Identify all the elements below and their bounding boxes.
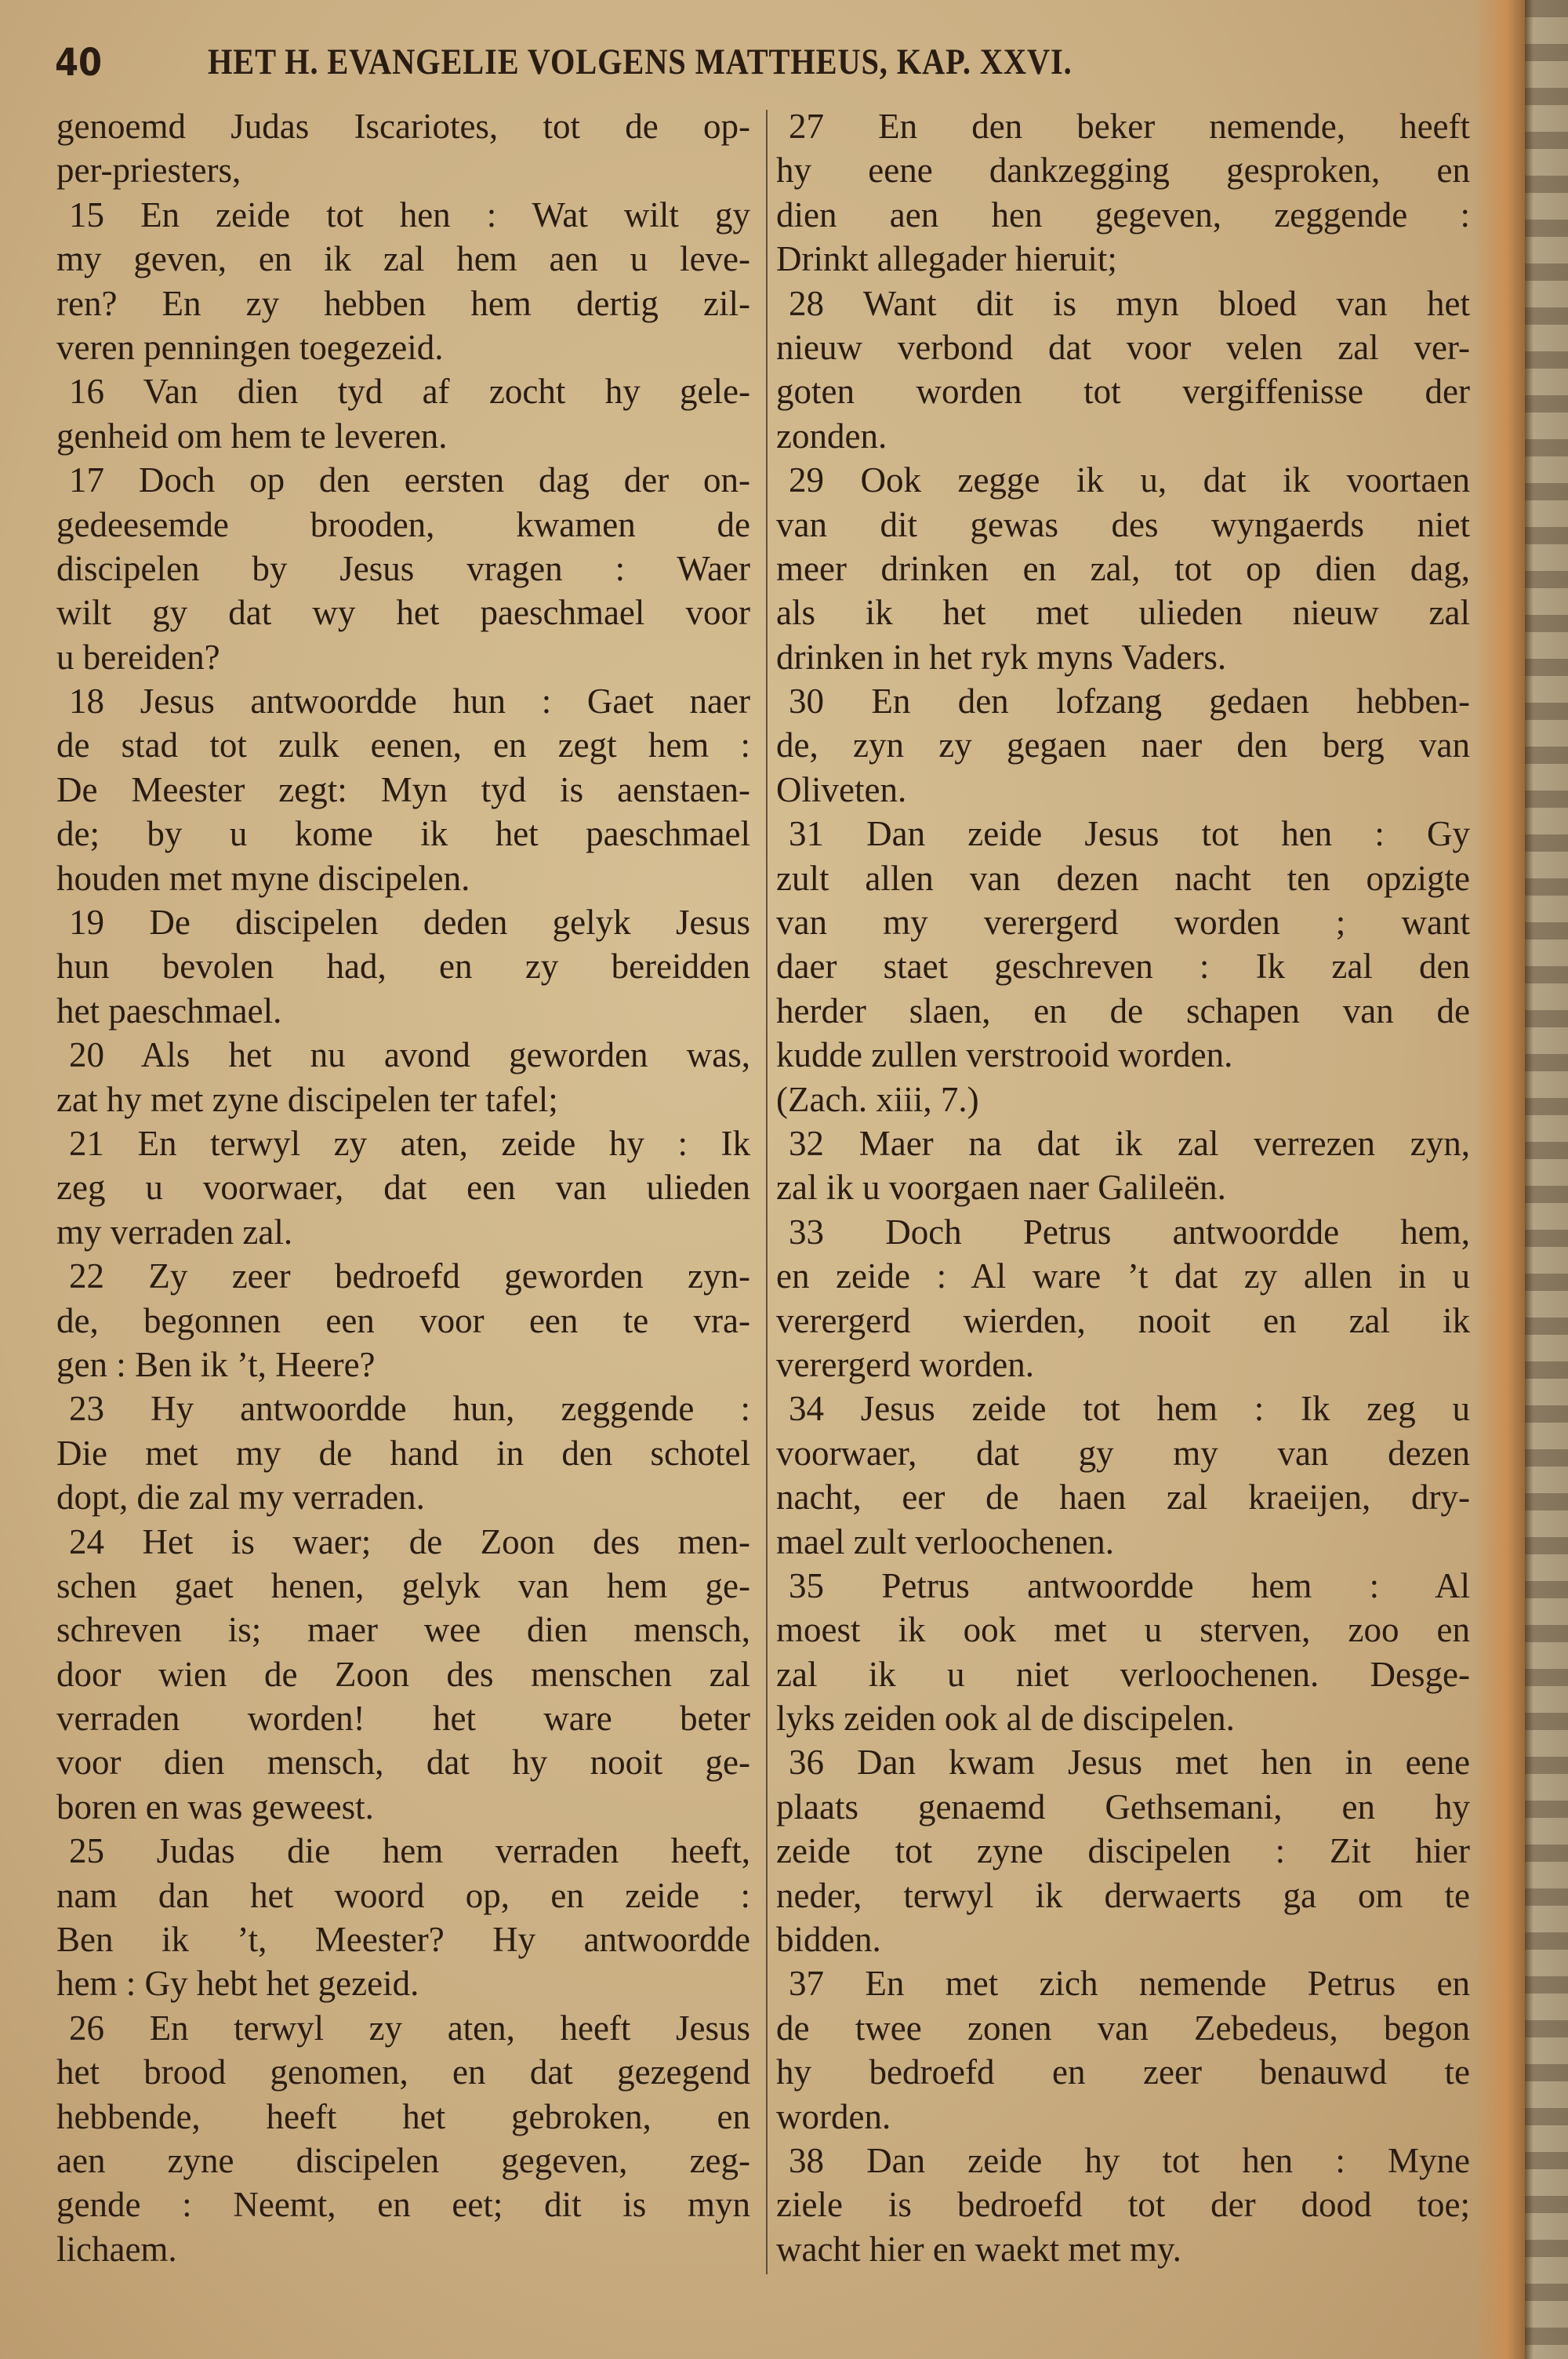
text-line: zult allen van dezen nacht ten opzigte <box>776 858 1470 898</box>
text-line: voor dien mensch, dat hy nooit ge- <box>56 1743 750 1783</box>
text-line: hy bedroefd en zeer benauwd te <box>776 2052 1470 2092</box>
text-line: De Meester zegt: Myn tyd is aenstaen- <box>56 769 750 809</box>
text-line: zeide tot zyne discipelen : Zit hier <box>776 1831 1470 1871</box>
text-line: my geven, en ik zal hem aen u leve- <box>56 239 750 279</box>
text-line: 21 En terwyl zy aten, zeide hy : Ik <box>69 1123 750 1163</box>
page-header <box>55 41 1482 88</box>
page-number: 40 <box>55 41 103 85</box>
text-line: 18 Jesus antwoordde hun : Gaet naer <box>69 682 750 722</box>
text-line: genoemd Judas Iscariotes, tot de op- <box>56 107 750 146</box>
text-line: Die met my de hand in den schotel <box>56 1433 750 1473</box>
text-line: zeg u voorwaer, dat een van ulieden <box>56 1168 750 1208</box>
text-line: het brood genomen, en dat gezegend <box>56 2052 750 2092</box>
text-line: plaats genaemd Gethsemani, en hy <box>776 1787 1470 1826</box>
text-line: de, begonnen een voor een te vra- <box>56 1300 750 1340</box>
running-head: HET H. EVANGELIE VOLGENS MATTHEUS, KAP. XXVI. <box>208 42 1073 82</box>
text-line: nam dan het woord op, en zeide : <box>56 1875 750 1915</box>
text-line: 32 Maer na dat ik zal verrezen zyn, <box>789 1123 1470 1163</box>
text-line: per-priesters, <box>56 151 241 191</box>
text-line: 24 Het is waer; de Zoon des men- <box>69 1521 750 1561</box>
text-line: veren penningen toegezeid. <box>56 327 444 367</box>
text-line: zonden. <box>776 416 887 456</box>
text-line: hy eene dankzegging gesproken, en <box>776 151 1470 191</box>
text-line: 37 En met zich nemende Petrus en <box>789 1964 1470 2004</box>
text-line: hebbende, heeft het gebroken, en <box>56 2096 750 2136</box>
text-line: 23 Hy antwoordde hun, zeggende : <box>69 1389 750 1429</box>
text-line: dien aen hen gegeven, zeggende : <box>776 194 1470 234</box>
text-line: lichaem. <box>56 2229 177 2269</box>
text-line: drinken in het ryk myns Vaders. <box>776 637 1227 677</box>
text-line: ren? En zy hebben hem dertig zil- <box>56 283 750 323</box>
text-line: zal ik u niet verloochenen. Desge- <box>776 1654 1470 1694</box>
text-line: Ben ik ’t, Meester? Hy antwoordde <box>56 1920 750 1960</box>
text-line: (Zach. xiii, 7.) <box>776 1079 979 1119</box>
text-line: 19 De discipelen deden gelyk Jesus <box>69 903 750 943</box>
text-line: en zeide : Al ware ’t dat zy allen in u <box>776 1256 1470 1296</box>
text-line: discipelen by Jesus vragen : Waer <box>56 548 750 588</box>
text-line: 29 Ook zegge ik u, dat ik voortaen <box>789 460 1470 500</box>
adjacent-pages-edge <box>1525 0 1568 2359</box>
text-line: als ik het met ulieden nieuw zal <box>776 593 1470 633</box>
text-line: lyks zeiden ook al de discipelen. <box>776 1699 1235 1739</box>
text-line: voorwaer, dat gy my van dezen <box>776 1433 1470 1473</box>
column-divider <box>766 110 768 2274</box>
text-line: verraden worden! het ware beter <box>56 1699 750 1739</box>
text-line: 17 Doch op den eersten dag der on- <box>69 460 750 500</box>
text-line: boren en was geweest. <box>56 1787 374 1826</box>
text-line: goten worden tot vergiffenisse der <box>776 372 1470 412</box>
text-line: verergerd worden. <box>776 1344 1035 1384</box>
text-line: van dit gewas des wyngaerds niet <box>776 504 1470 544</box>
text-line: aen zyne discipelen gegeven, zeg- <box>56 2140 750 2180</box>
text-line: houden met myne discipelen. <box>56 858 470 898</box>
text-line: 22 Zy zeer bedroefd geworden zyn- <box>69 1256 750 1296</box>
text-line: mael zult verloochenen. <box>776 1521 1115 1561</box>
text-line: schen gaet henen, gelyk van hem ge- <box>56 1565 750 1605</box>
text-line: het paeschmael. <box>56 990 282 1030</box>
text-line: hun bevolen had, en zy bereidden <box>56 947 750 987</box>
text-line: van my verergerd worden ; want <box>776 903 1470 943</box>
text-line: 16 Van dien tyd af zocht hy gele- <box>69 372 750 412</box>
text-line: zal ik u voorgaen naer Galileën. <box>776 1168 1226 1208</box>
text-line: hem : Gy hebt het gezeid. <box>56 1964 419 2004</box>
text-line: 20 Als het nu avond geworden was, <box>69 1035 750 1075</box>
text-line: 15 En zeide tot hen : Wat wilt gy <box>69 194 750 234</box>
text-line: kudde zullen verstrooid worden. <box>776 1035 1233 1075</box>
text-line: Drinkt allegader hieruit; <box>776 239 1117 279</box>
text-line: herder slaen, en de schapen van de <box>776 990 1470 1030</box>
text-line: verergerd wierden, nooit en zal ik <box>776 1300 1470 1340</box>
text-line: 25 Judas die hem verraden heeft, <box>69 1831 750 1871</box>
text-line: wacht hier en waekt met my. <box>776 2229 1181 2269</box>
text-line: dopt, die zal my verraden. <box>56 1478 425 1518</box>
text-line: 30 En den lofzang gedaen hebben- <box>789 682 1470 722</box>
text-line: schreven is; maer wee dien mensch, <box>56 1610 750 1650</box>
text-line: 28 Want dit is myn bloed van het <box>789 283 1470 323</box>
text-line: neder, terwyl ik derwaerts ga om te <box>776 1875 1470 1915</box>
text-line: door wien de Zoon des menschen zal <box>56 1654 750 1694</box>
text-line: 34 Jesus zeide tot hem : Ik zeg u <box>789 1389 1470 1429</box>
text-line: ziele is bedroefd tot der dood toe; <box>776 2185 1470 2225</box>
text-line: u bereiden? <box>56 637 220 677</box>
text-line: 38 Dan zeide hy tot hen : Myne <box>789 2140 1470 2180</box>
text-line: Oliveten. <box>776 769 907 809</box>
text-line: gen : Ben ik ’t, Heere? <box>56 1344 376 1384</box>
text-line: 36 Dan kwam Jesus met hen in eene <box>789 1743 1470 1783</box>
text-line: de; by u kome ik het paeschmael <box>56 814 750 854</box>
text-line: gedeesemde brooden, kwamen de <box>56 504 750 544</box>
text-line: meer drinken en zal, tot op dien dag, <box>776 548 1470 588</box>
text-line: gende : Neemt, en eet; dit is myn <box>56 2185 750 2225</box>
text-line: nacht, eer de haen zal kraeijen, dry- <box>776 1478 1470 1518</box>
text-line: de twee zonen van Zebedeus, begon <box>776 2008 1470 2048</box>
text-line: moest ik ook met u sterven, zoo en <box>776 1610 1470 1650</box>
text-line: worden. <box>776 2096 891 2136</box>
text-line: 33 Doch Petrus antwoordde hem, <box>789 1212 1470 1252</box>
text-line: wilt gy dat wy het paeschmael voor <box>56 593 750 633</box>
text-line: de, zyn zy gegaen naer den berg van <box>776 725 1470 765</box>
text-line: daer staet geschreven : Ik zal den <box>776 947 1470 987</box>
text-line: de stad tot zulk eenen, en zegt hem : <box>56 725 750 765</box>
text-line: 26 En terwyl zy aten, heeft Jesus <box>69 2008 750 2048</box>
text-line: 31 Dan zeide Jesus tot hen : Gy <box>789 814 1470 854</box>
right-column <box>776 104 1470 2271</box>
text-line: nieuw verbond dat voor velen zal ver- <box>776 327 1470 367</box>
text-line: zat hy met zyne discipelen ter tafel; <box>56 1079 558 1119</box>
page-gutter-shadow <box>1474 0 1529 2359</box>
text-line: 35 Petrus antwoordde hem : Al <box>789 1565 1470 1605</box>
text-line: genheid om hem te leveren. <box>56 416 448 456</box>
text-line: 27 En den beker nemende, heeft <box>789 107 1470 146</box>
left-column <box>56 104 750 2271</box>
text-line: my verraden zal. <box>56 1212 293 1252</box>
text-line: bidden. <box>776 1920 881 1960</box>
